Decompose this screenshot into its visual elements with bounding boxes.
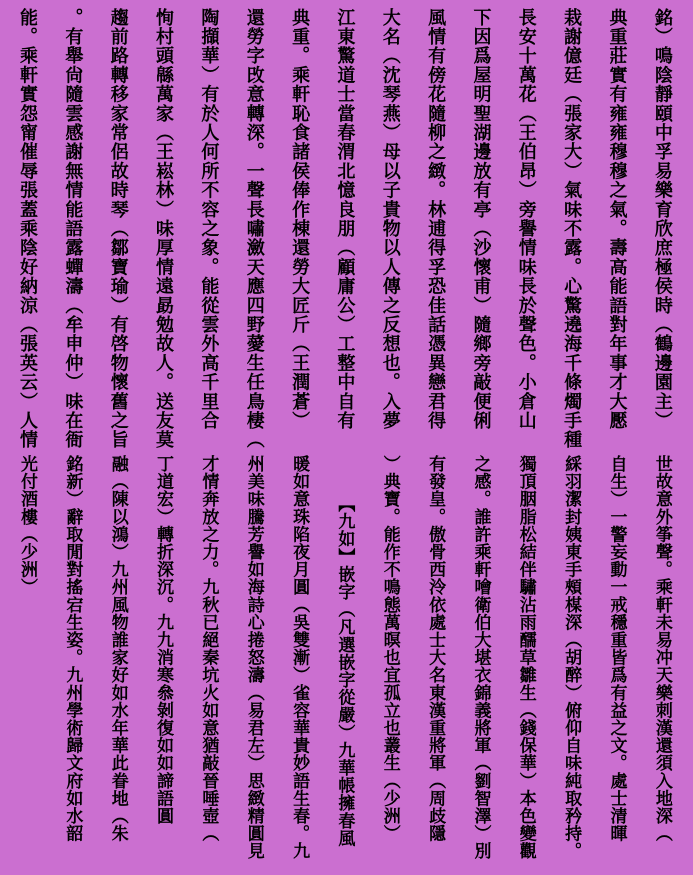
text-column: 恂村頭緜萬家（王崧林）味厚情遠勗勉故人。送友莫 (153, 8, 175, 450)
text-column: 丁道宏）轉折深沉。九九消寒叅剝復如如諦語圓 (153, 455, 174, 825)
text-band-bottom (12, 455, 677, 871)
text-column: 還勞字攺意轉深。一聲長嘯瀲天應四野薆生任鳥棲（ (243, 8, 265, 450)
text-column: 世故意外筝聲。乘軒未易冲天樂刺漢還須入地深（ (651, 455, 672, 843)
text-column: 綵羽潔封姨東手頰楳深（胡醉）俯仰自味純取矜持。 (561, 455, 582, 860)
text-column: 暖如意珠陷夜月圓（吳雙漸）雀容華貴妙語生春。九 (289, 455, 310, 860)
text-column: 有發皇。傲骨西泠依處士大名東漢重將軍（周歧隱 (425, 455, 446, 843)
text-band-top (12, 8, 677, 460)
text-column: 銘）鳴陰靜頤中孚易樂育欣庶極侯時（鶴邊園主） (651, 8, 673, 431)
text-column: 大名（沈琴燕）母以子貴物以人傳之反想也。入夢 (379, 8, 401, 431)
text-column: 風情有傍花隨柳之緻。林逋得孚恐佳話憑異戀君得 (425, 8, 447, 431)
text-column: 下因爲屋明聖湖邊放有亭（沙懷甫）隨鄉旁敲便俐 (470, 8, 492, 431)
text-column: 陶擷華）有於人何所不容之象。能從雲外高千里合 (198, 8, 220, 431)
text-column: 江東驚道士當春渭北憶良朋（顧庸公）工整中自有 (334, 8, 356, 431)
text-column: 典重。乘軒恥食諸侯俸作棟還勞大匠斤（王潤蒼） (289, 8, 311, 431)
text-column: 銘新）辭取閒對搖宕生姿。九州學術歸文府如水韶 (62, 455, 83, 843)
text-column: 典重莊實有雍雍穆穆之氣。壽高能語對年事才大懕 (606, 8, 628, 431)
text-column: ）典寶。能作不鳴態萬暝也宜孤立也叢生（少洲） (379, 455, 400, 843)
text-column: 長安十萬花（王伯昂）旁譽情味長於聲色。小倉山 (515, 8, 537, 431)
text-column: 栽謝億廷（張家大）氣味不露。心驚遶海千條燭手種 (561, 8, 583, 450)
text-column: 趨前路轉移家常侶故時琴（鄒寶瑜）有啓物懷舊之旨 (107, 8, 129, 450)
text-column: 獨頂胭脂松結伴驌沾雨醹草雛生（錢保華）本色變觀 (515, 455, 536, 860)
text-column: 之感。誰許乘軒噲衛伯大堪衣錦義將軍（劉智澤）別 (470, 455, 491, 860)
text-column: 才情奔放之力。九秋已絕秦坑火如意猶敲晉唾壺（ (198, 455, 219, 843)
section-header-column: 【九如】嵌字（凡選嵌字從嚴）九華帳擁春風 (334, 495, 355, 847)
text-column: 能。乘軒實怨甯催辱張蓋乘陰好納涼（張英云）人情 (17, 8, 38, 450)
text-column: 。有舉尙隨雲感謝無情能語露蟬濤（牟申仲）味在衙 (62, 8, 84, 450)
text-column: 自生）一警妄動一戒穩重皆爲有益之文。處士清暉 (606, 455, 627, 843)
text-column: 州美味騰芳譽如海詩心捲怒濤（易君左）思緻精圓見 (243, 455, 264, 860)
text-column: 光付酒樓（少洲） (17, 455, 37, 596)
text-column: 融（陳以鴻）九州風物誰家好如水年華此眷地（朱 (107, 455, 128, 843)
